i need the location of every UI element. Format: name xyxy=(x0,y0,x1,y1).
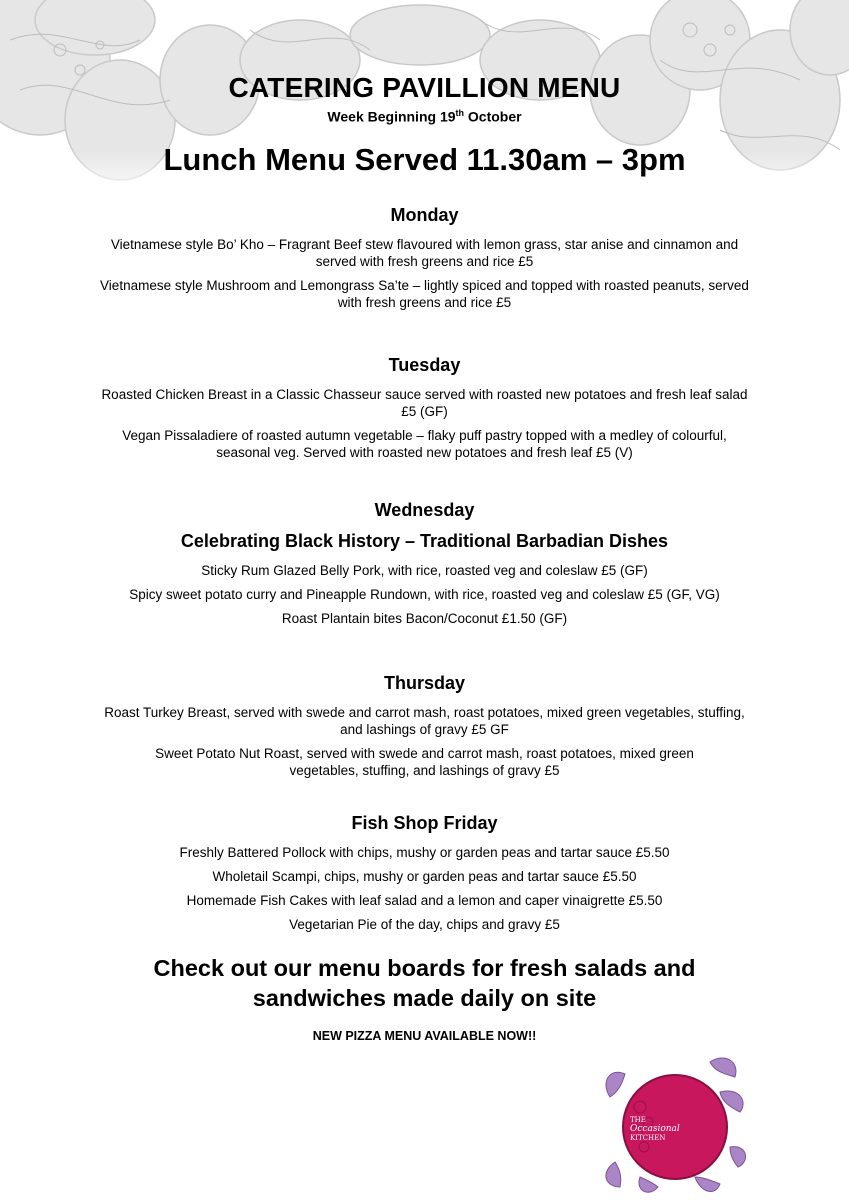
menu-item: Roasted Chicken Breast in a Classic Chasseur sauce served with roasted new potatoes and fresh leaf salad £5 (GF) xyxy=(101,387,748,419)
menu-item: Sweet Potato Nut Roast, served with swede and carrot mash, roast potatoes, mixed green vegetables, stuffing, and lashings of gravy £5 xyxy=(155,746,694,778)
day-section-thursday xyxy=(0,673,849,786)
menu-item: Spicy sweet potato curry and Pineapple Rundown, with rice, roasted veg and coleslaw £5 (GF, VG) xyxy=(129,587,720,602)
menu-item: Roast Turkey Breast, served with swede and carrot mash, roast potatoes, mixed green vegetables, stuffing, and lashings of gravy £5 GF xyxy=(104,705,745,737)
menu-item: Vietnamese style Mushroom and Lemongrass Sa’te – lightly spiced and topped with roasted peanuts, served with fresh greens and rice £5 xyxy=(100,278,749,310)
day-section-friday xyxy=(0,813,849,940)
menu-item: Vegan Pissaladiere of roasted autumn vegetable – flaky puff pastry topped with a medley of colourful, seasonal veg. Served with roasted new potatoes and fresh leaf £5 (V) xyxy=(122,428,727,460)
menu-item: Freshly Battered Pollock with chips, mushy or garden peas and tartar sauce £5.50 xyxy=(179,845,670,860)
menu-item: Homemade Fish Cakes with leaf salad and a lemon and caper vinaigrette £5.50 xyxy=(186,893,663,908)
menu-item: Vietnamese style Bo’ Kho – Fragrant Beef stew flavoured with lemon grass, star anise and cinnamon and served with fresh greens and rice £5 xyxy=(110,237,739,269)
day-section-tuesday xyxy=(0,355,849,468)
menu-item: Vegetarian Pie of the day, chips and gravy £5 xyxy=(289,917,560,932)
day-title: Tuesday xyxy=(388,355,461,375)
day-title: Fish Shop Friday xyxy=(351,813,498,833)
menu-item: Roast Plantain bites Bacon/Coconut £1.50 (GF) xyxy=(281,611,568,626)
week-beginning: Week Beginning 19th October xyxy=(327,108,522,125)
day-subtitle: Celebrating Black History – Traditional Barbadian Dishes xyxy=(180,531,669,551)
day-section-wednesday xyxy=(0,500,849,634)
logo-wordmark: THE Occasional KITCHEN xyxy=(630,1116,680,1142)
menu-boards-notice: Check out our menu boards for fresh salads and sandwiches made daily on site xyxy=(153,955,696,1011)
menu-item: Sticky Rum Glazed Belly Pork, with rice, roasted veg and coleslaw £5 (GF) xyxy=(201,563,648,578)
day-title: Monday xyxy=(390,205,459,225)
pizza-notice: NEW PIZZA MENU AVAILABLE NOW!! xyxy=(312,1029,537,1043)
day-section-monday xyxy=(0,205,849,318)
day-title: Wednesday xyxy=(374,500,475,520)
lunch-hours-heading: Lunch Menu Served 11.30am – 3pm xyxy=(163,142,686,177)
menu-title: CATERING PAVILLION MENU xyxy=(228,72,621,103)
menu-item: Wholetail Scampi, chips, mushy or garden peas and tartar sauce £5.50 xyxy=(212,869,637,884)
day-title: Thursday xyxy=(383,673,466,693)
